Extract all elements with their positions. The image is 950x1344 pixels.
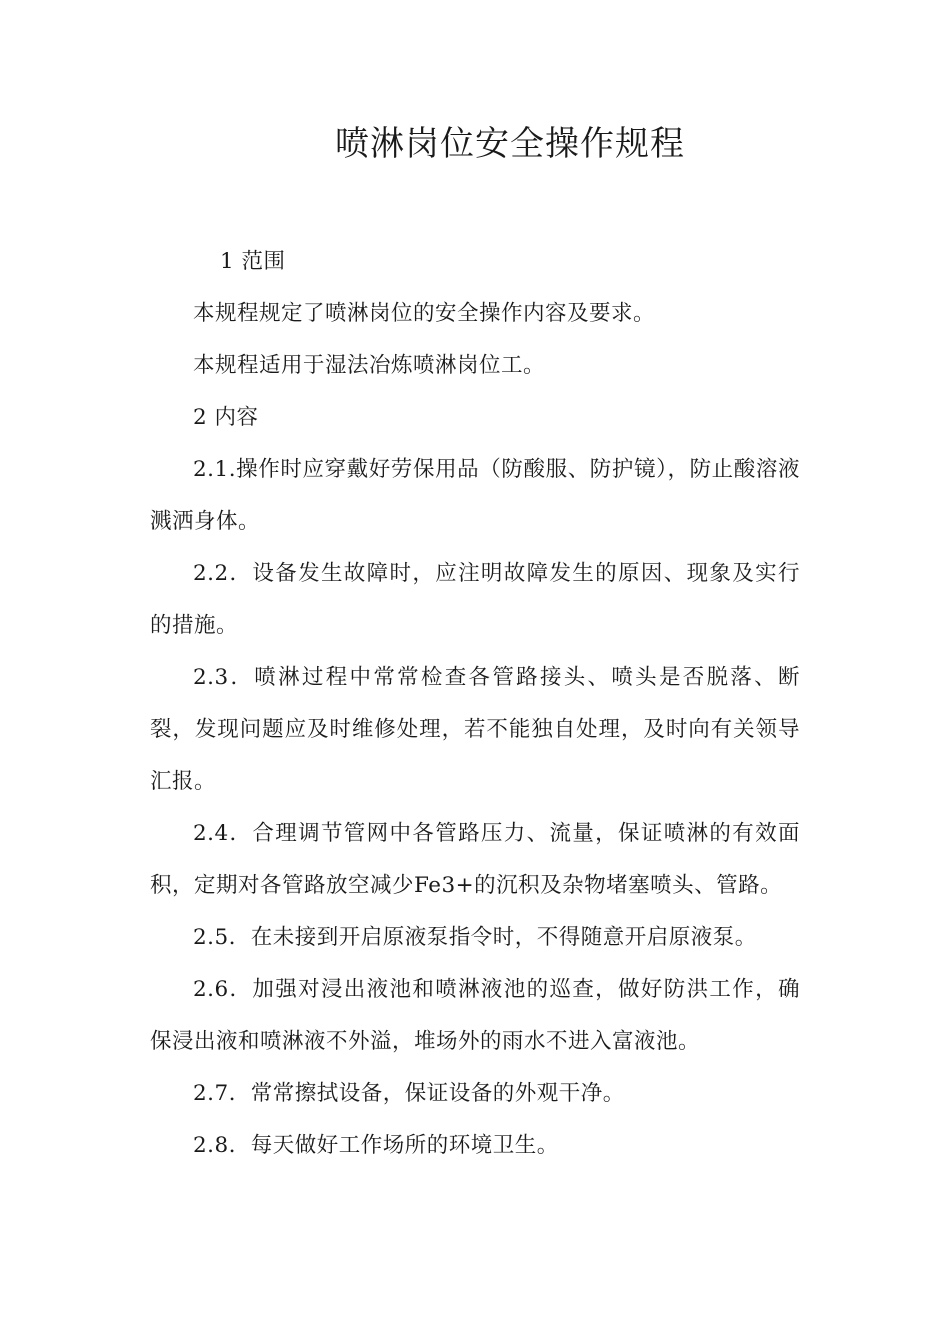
clause-2-3: 2.3．喷淋过程中常常检查各管路接头、喷头是否脱落、断裂，发现问题应及时维修处理，若不能独自处理，及时向有关领导汇报。 (150, 665, 800, 794)
paragraph-scope-definition: 本规程规定了喷淋岗位的安全操作内容及要求。 (193, 301, 656, 326)
document-title: 喷淋岗位安全操作规程 (335, 124, 685, 164)
clause-2-8: 2.8．每天做好工作场所的环境卫生。 (193, 1133, 559, 1158)
section-heading-scope: 1 范围 (220, 249, 286, 274)
clause-2-1: 2.1.操作时应穿戴好劳保用品（防酸服、防护镜），防止酸溶液溅洒身体。 (150, 457, 800, 534)
clause-2-2: 2.2．设备发生故障时，应注明故障发生的原因、现象及实行的措施。 (150, 561, 800, 638)
clause-2-6: 2.6．加强对浸出液池和喷淋液池的巡查，做好防洪工作，确保浸出液和喷淋液不外溢，堆场外的雨水不进入富液池。 (150, 977, 800, 1054)
paragraph-scope-applicability: 本规程适用于湿法冶炼喷淋岗位工。 (193, 353, 546, 378)
section-heading-content: 2 内容 (193, 405, 259, 430)
document-body (150, 236, 800, 1172)
clause-2-5: 2.5．在未接到开启原液泵指令时，不得随意开启原液泵。 (193, 925, 757, 950)
clause-2-7: 2.7．常常擦拭设备，保证设备的外观干净。 (193, 1081, 625, 1106)
clause-2-4: 2.4．合理调节管网中各管路压力、流量，保证喷淋的有效面积，定期对各管路放空减少Fe3+的沉积及杂物堵塞喷头、管路。 (150, 821, 800, 898)
